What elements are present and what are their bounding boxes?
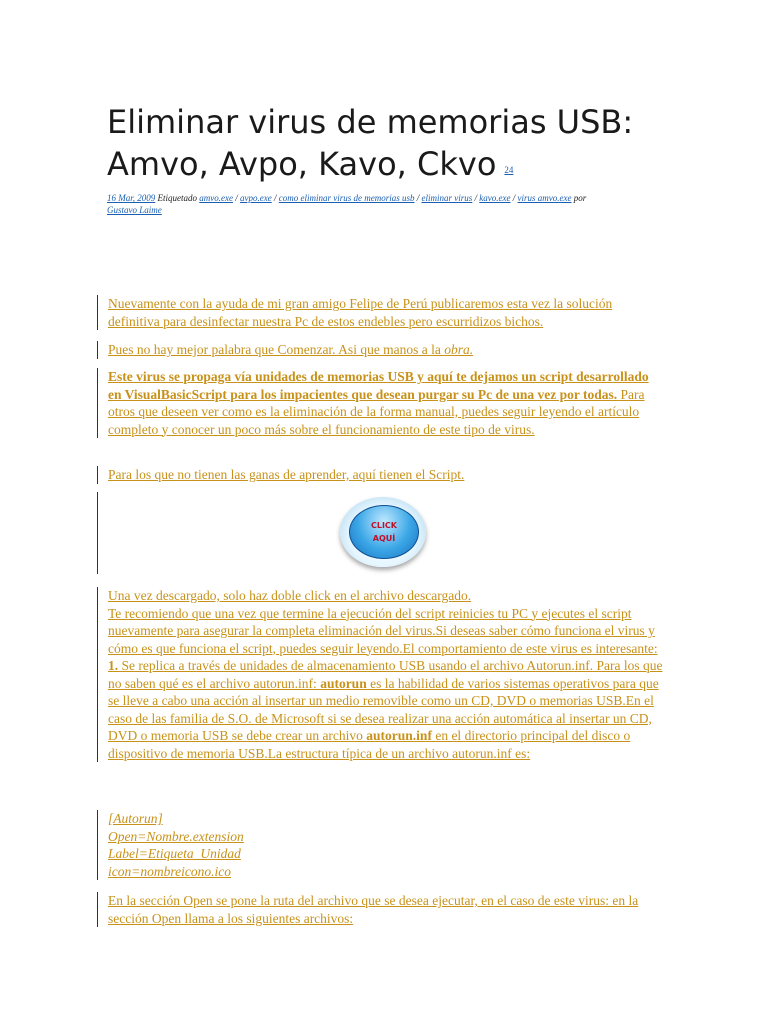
post-date-link[interactable]: 16 Mar, 2009 [107,193,156,203]
tag-separator: / [472,193,480,203]
button-label-line2: AQUÍ [372,534,396,543]
page-title [107,101,727,191]
code-line: icon=nombreicono.ico [108,863,231,879]
tagged-label: Etiquetado [155,193,200,203]
code-line: Label=Etiqueta_Unidad [108,846,241,861]
paragraph-text: Pues no hay mejor palabra que Comenzar. Asi que manos a la [108,342,445,357]
author-link[interactable]: Gustavo Laime [107,205,162,215]
paragraph-text: en el directorio principal del disco o dispositivo de memoria USB.La estructura típica de un archivo autorun.inf es: [108,728,631,761]
tag-separator: / [271,193,279,203]
paragraph-propagation [97,368,664,438]
paragraph-bold: autorun [320,675,367,691]
button-rule [97,492,99,574]
paragraph-intro [97,295,653,330]
paragraph-bold: autorun.inf [366,728,432,743]
button-label-line1: CLICK [370,521,397,530]
paragraph-text: Para los que no tienen las ganas de aprender, aquí tienen el Script. [108,467,465,482]
tag-link[interactable]: amvo.exe [199,193,233,203]
paragraph-text: En la sección Open se pone la ruta del archivo que se desea ejecutar, en el caso de este virus: en la sección Open llama a los siguientes archivos: [108,893,639,926]
tag-link[interactable]: virus amvo.exe [517,193,572,203]
tag-separator: / [233,193,241,203]
paragraph-bold: 1. [108,658,119,673]
by-label: por [571,193,587,203]
tag-separator: / [510,193,518,203]
paragraph-emphasis: obra. [444,342,474,357]
paragraph-text: Una vez descargado, solo haz doble click en el archivo descargado. [108,588,472,603]
paragraph-text: Para otros que deseen ver como es la eliminación de la forma manual, puedes seguir leyendo el artículo completo y conocer un poco más sobre el funcionamiento de este tipo de virus. [108,386,645,437]
comment-count-link[interactable]: 24 [504,165,514,175]
paragraph-bold: Este virus se propaga vía unidades de memorias USB y aquí te dejamos un script desarrollado en VisualBasicScript para los impacientes que desean purgar su Pc de una vez por todas. [108,369,649,402]
page-title-text: Eliminar virus de memorias USB: Amvo, Avpo, Kavo, Ckvo [107,103,634,183]
tag-link[interactable]: avpo.exe [240,193,272,203]
tag-separator: / [414,193,422,203]
code-line: Open=Nombre.extension [108,828,244,844]
paragraph-open-section [97,892,653,927]
paragraph-text: Te recomiendo que una vez que termine la ejecución del script reinicies tu PC y ejecutes el script nuevamente para asegurar la completa eliminación del virus.Si deseas saber cómo funciona el virus y cómo es que funciona el script, puedes seguir leyendo.El comportamiento de este virus es interesante: [108,605,658,656]
code-line: [Autorun] [108,811,163,826]
paragraph-text: Se replica a través de unidades de almacenamiento USB usando el archivo Autorun.inf. Para los que no saben qué es el archivo autorun.inf: [108,658,663,691]
paragraph-start [97,341,653,359]
button-ring [340,497,426,567]
click-here-button[interactable] [340,497,428,569]
post-meta [107,192,602,216]
tag-link[interactable]: eliminar virus [421,193,473,203]
tag-link[interactable]: como eliminar virus de memorias usb [278,193,415,203]
paragraph-behavior [97,587,664,762]
button-face [349,505,419,559]
paragraph-text: Nuevamente con la ayuda de mi gran amigo Felipe de Perú publicaremos esta vez la solución definitiva para desinfectar nuestra Pc de estos endebles pero escurridizos bichos. [108,296,613,329]
tag-link[interactable]: kavo.exe [479,193,511,203]
paragraph-script [97,466,653,484]
paragraph-text: es la habilidad de varios sistemas operativos para que se lleve a cabo una acción al insertar un medio removible como un CD, DVD o memorias USB.En el caso de las familia de S.O. de Microsoft si se desea realizar una acción automática al insertar un CD, DVD o memoria USB se debe crear un archivo [108,675,659,743]
autorun-code-block [97,810,653,880]
